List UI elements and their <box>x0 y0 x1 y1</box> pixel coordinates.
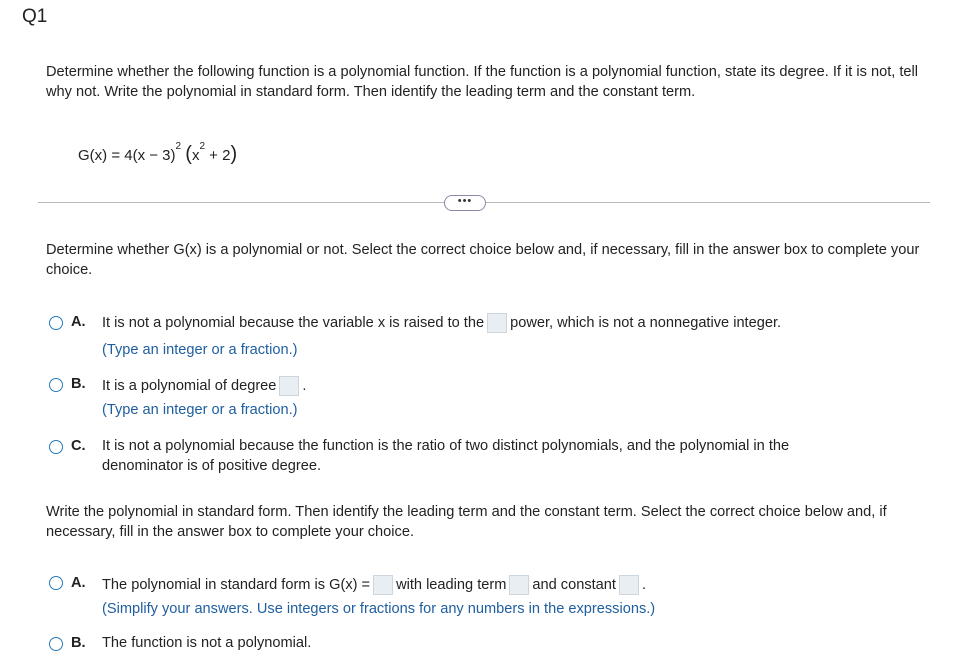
leading-term-answer-box[interactable] <box>509 575 529 595</box>
standard-form-answer-box[interactable] <box>373 575 393 595</box>
inner-rest: + 2 <box>205 147 231 164</box>
choice-text: The polynomial in standard form is G(x) = <box>102 576 371 593</box>
part1-choice-b-radio[interactable] <box>49 378 63 392</box>
choice-letter: C. <box>71 438 86 454</box>
choice-text: with leading term <box>396 576 507 593</box>
exponent: 2 <box>175 141 182 152</box>
more-options-button[interactable]: ••• <box>444 195 486 211</box>
part2-choice-a-text <box>102 575 646 595</box>
choice-text-line1: It is not a polynomial because the function is the ratio of two distinct polynomials, and the polynomial in the <box>102 438 790 454</box>
part2-choice-b-radio[interactable] <box>49 637 63 651</box>
exponent-answer-box[interactable] <box>487 313 507 333</box>
part1-choice-a-text <box>102 313 781 333</box>
part1-choice-c-radio[interactable] <box>49 440 63 454</box>
function-lhs: G(x) = 4(x − 3) <box>78 147 176 164</box>
question-prompt: Determine whether the following function is a polynomial function. If the function is a polynomial function, state its degree. If it is not, tell why not. Write the polynomial in standard form. Then identify the leading term and the constant term. <box>46 64 919 100</box>
choice-text: It is not a polynomial because the variable x is raised to the <box>102 314 485 331</box>
choice-text: . <box>641 576 647 593</box>
paren-open: ( <box>185 143 192 165</box>
choice-text: The function is not a polynomial. <box>102 635 312 651</box>
choice-text: and constant <box>532 576 616 593</box>
choice-letter: B. <box>71 376 86 392</box>
function-expression <box>78 143 237 166</box>
paren-close: ) <box>230 143 238 165</box>
choice-letter: B. <box>71 635 86 651</box>
part1-instruction: Determine whether G(x) is a polynomial or not. Select the correct choice below and, if necessary, fill in the answer box to complete your choice. <box>46 242 920 278</box>
part1-choice-a-radio[interactable] <box>49 316 63 330</box>
degree-answer-box[interactable] <box>279 376 299 396</box>
hint-text: (Type an integer or a fraction.) <box>102 342 298 358</box>
choice-text: . <box>302 377 307 394</box>
part1-choice-b-text <box>102 376 306 396</box>
choice-letter: A. <box>71 314 86 330</box>
choice-text: It is a polynomial of degree <box>102 377 277 394</box>
inner-exponent: 2 <box>199 141 205 152</box>
choice-text-line2: denominator is of positive degree. <box>102 458 322 474</box>
constant-answer-box[interactable] <box>619 575 639 595</box>
hint-text: (Simplify your answers. Use integers or fractions for any numbers in the expressions.) <box>102 601 656 617</box>
hint-text: (Type an integer or a fraction.) <box>102 402 298 418</box>
part2-instruction: Write the polynomial in standard form. Then identify the leading term and the constant term. Select the correct choice below and, if necessary, fill in the answer box to complete your choice. <box>46 504 887 540</box>
question-number: Q1 <box>22 6 48 27</box>
choice-letter: A. <box>71 575 86 591</box>
choice-text: power, which is not a nonnegative integer. <box>510 314 782 331</box>
inner-base: x <box>191 147 200 164</box>
part2-choice-a-radio[interactable] <box>49 576 63 590</box>
